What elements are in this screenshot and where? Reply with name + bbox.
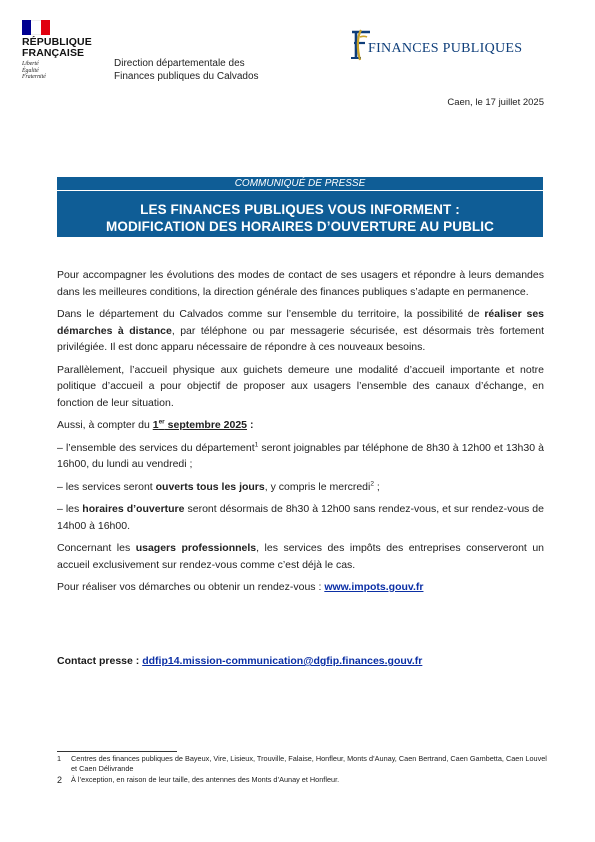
bullet-open-days: – les services seront ouverts tous les jours, y compris le mercredi$^2$ ; xyxy=(57,480,380,493)
republique-francaise-logo xyxy=(22,20,112,81)
title-banner xyxy=(57,177,543,237)
banner-title: LES FINANCES PUBLIQUES VOUS INFORMENT : MODIFICATION DES HORAIRES D’OUVERTURE AU PUBLIC xyxy=(106,202,494,234)
footnote-ref-1: 1 xyxy=(254,441,259,448)
press-contact-email-link[interactable]: ddfip14.mission-communication@dgfip.finances.gouv.fr xyxy=(142,655,423,667)
paragraph-effective-date: Aussi, à compter du 1er septembre 2025 : xyxy=(57,418,254,431)
issuing-direction: Direction départementale des Finances publiques du Calvados xyxy=(114,58,259,82)
release-body xyxy=(57,267,544,602)
paragraph-physical: Parallèlement, l’accueil physique aux guichets demeure une modalité d’accueil importante et notre politique d’accueil a pour objectif de proposer aux usagers l’ensemble des canaux d’échange, en fonction de leur situation. xyxy=(57,363,544,409)
paragraph-website: Pour réaliser vos démarches ou obtenir un rendez-vous : www.impots.gouv.fr xyxy=(57,581,424,593)
bullet-phone: – l’ensemble des services du département$^1$ seront joignables par téléphone de 8h30 à 12h00 et 13h30 à 16h00, du lundi au vendredi ; xyxy=(57,441,544,470)
effective-date: 1er septembre 2025 xyxy=(152,418,248,431)
finances-publiques-logo xyxy=(348,27,548,61)
footnote-2: 2 À l’exception, en raison de leur taille, des antennes des Monts d’Aunay et Honfleur. xyxy=(57,775,340,785)
footnote-separator xyxy=(57,751,177,752)
footnote-1: 1 Centres des finances publiques de Bayeux, Vire, Lisieux, Trouville, Falaise, Honfleur, Monts d’Aunay, Caen Bertrand, Caen Gambetta, Caen Louvel et Caen Délivrande xyxy=(57,754,547,773)
finances-publiques-wordmark: FINANCES PUBLIQUES xyxy=(368,41,523,56)
paragraph-intro: Pour accompagner les évolutions des modes de contact de ses usagers et répondre à leurs demandes dans les meilleures conditions, la direction générale des finances publiques s’adapte en permanence. xyxy=(57,269,544,298)
french-flag-icon xyxy=(22,20,50,35)
paragraph-remote: Dans le département du Calvados comme sur l’ensemble du territoire, la possibilité de réaliser ses démarches à distance, par téléphone ou par messagerie sécurisée, est désormais très fortement privilégiée. Il est donc apparu nécessaire de répondre à ces nouveaux besoins. xyxy=(57,308,544,353)
bullet-hours: – les horaires d’ouverture seront désormais de 8h30 à 12h00 sans rendez-vous, et sur rendez-vous de 14h00 à 16h00. xyxy=(57,503,544,532)
footnote-ref-2: 2 xyxy=(370,480,374,487)
release-date: Caen, le 17 juillet 2025 xyxy=(447,97,544,108)
impots-website-link[interactable]: www.impots.gouv.fr xyxy=(324,581,424,593)
paragraph-professionals: Concernant les usagers professionnels, les services des impôts des entreprises conserveront un accueil exclusivement sur rendez-vous comme c’est déjà le cas. xyxy=(57,542,544,571)
footnotes xyxy=(57,754,547,786)
banner-kicker: COMMUNIQUÉ DE PRESSE xyxy=(57,177,543,191)
republic-name: RÉPUBLIQUE FRANÇAISE xyxy=(22,36,92,59)
republic-motto: Liberté Égalité Fraternité xyxy=(22,61,46,80)
press-contact: Contact presse : ddfip14.mission-communication@dgfip.finances.gouv.fr xyxy=(57,655,423,667)
